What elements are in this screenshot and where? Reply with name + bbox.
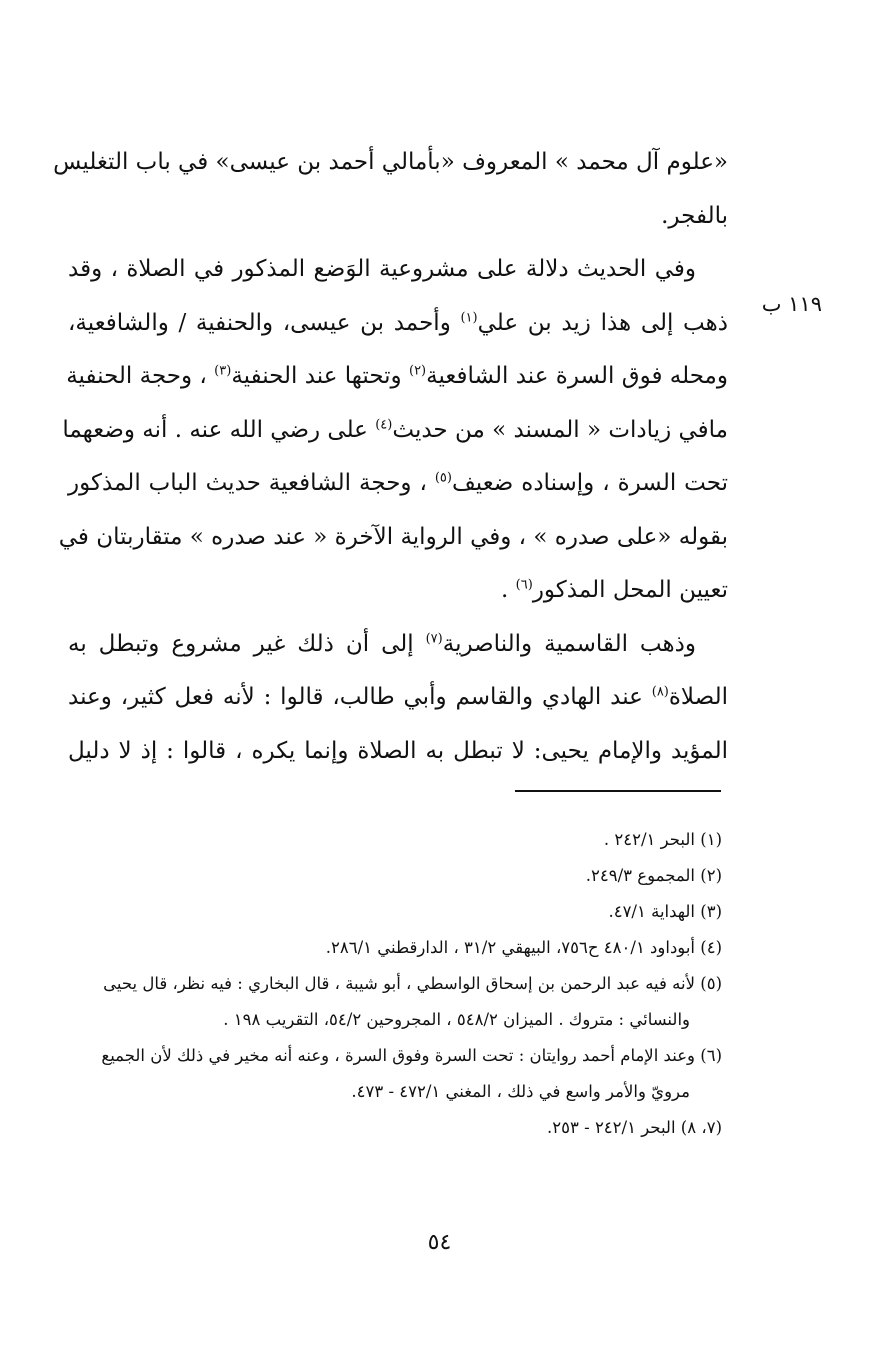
footnote-ref: (٧): [425, 630, 443, 646]
footnotes: [40, 822, 722, 1146]
footnote-ref: (٦): [515, 577, 533, 593]
text-line: تعيين المحل المذكور$^{(٦)}$ .: [501, 577, 728, 603]
footnote-ref: (٨): [651, 684, 669, 700]
footnote-separator: [515, 790, 721, 792]
footnote-ref: (٢): [408, 363, 427, 379]
footnote: (١) البحر ٢٤٢/١ .: [603, 830, 722, 849]
footnote: (٢) المجموع ٢٤٩/٣.: [585, 866, 722, 885]
footnote-ref: (٣): [214, 363, 232, 379]
text-line: «علوم آل محمد » المعروف «بأمالي أحمد بن عيسى» في باب التغليس: [53, 149, 728, 175]
text-line: وفي الحديث دلالة على مشروعية الوَضع المذكور في الصلاة ، وقد: [68, 256, 696, 282]
text-line: بالفجر.: [661, 202, 728, 229]
footnote: (٥) لأنه فيه عبد الرحمن بن إسحاق الواسطي ، أبو شيبة ، قال البخاري : فيه نظر، قال يحيى: [103, 974, 722, 993]
footnote: (٦) وعند الإمام أحمد روايتان : تحت السرة وفوق السرة ، وعنه أنه مخير في ذلك لأن الجميع: [101, 1046, 722, 1065]
text-line: وذهب القاسمية والناصرية$^{(٧)}$ إلى أن ذلك غير مشروع وتبطل به: [68, 630, 696, 657]
footnote: (٣) الهداية ٤٧/١.: [608, 902, 722, 921]
paragraph-1: [53, 136, 728, 243]
text-line: ومحله فوق السرة عند الشافعية$^{(٢)}$ وتحتها عند الحنفية$^{(٣)}$ ، وحجة الحنفية: [66, 363, 728, 389]
text-line: بقوله «على صدره » ، وفي الرواية الآخرة « عند صدره » متقاربتان في: [58, 523, 728, 550]
text-line: مافي زيادات « المسند » من حديث$^{(٤)}$ على رضي الله عنه . أنه وضعهما: [62, 416, 728, 443]
main-text: [53, 136, 728, 778]
footnote-continuation: مرويّ والأمر واسع في ذلك ، المغني ٤٧٢/١ - ٤٧٣.: [351, 1082, 690, 1101]
manuscript-folio-note: ١١٩ ب: [761, 292, 822, 316]
text-line: ذهب إلى هذا زيد بن علي$^{(١)}$ وأحمد بن عيسى، والحنفية / والشافعية،: [68, 309, 728, 336]
footnote-continuation: والنسائي : متروك . الميزان ٥٤٨/٢ ، المجروحين ٥٤/٢، التقريب ١٩٨ .: [223, 1010, 690, 1029]
footnote-ref: (١): [460, 309, 478, 325]
footnote: (٤) أبوداود ٤٨٠/١ ح٧٥٦، البيهقي ٣١/٢ ، الدارقطني ٢٨٦/١.: [325, 938, 722, 957]
text-line: المؤيد والإمام يحيى: لا تبطل به الصلاة وإنما يكره ، قالوا : إذ لا دليل: [68, 737, 728, 764]
text-line: تحت السرة ، وإسناده ضعيف$^{(٥)}$ ، وحجة الشافعية حديث الباب المذكور: [68, 470, 728, 496]
footnote-ref: (٤): [375, 416, 393, 432]
paragraph-3: [68, 618, 728, 779]
footnote-ref: (٥): [434, 470, 452, 486]
paragraph-2: [58, 243, 728, 618]
page-number: ٥٤: [427, 1230, 452, 1255]
text-line: الصلاة$^{(٨)}$ عند الهادي والقاسم وأبي طالب، قالوا : لأنه فعل كثير، وعند: [68, 684, 728, 710]
footnote: (٧، ٨) البحر ٢٤٢/١ - ٢٥٣.: [547, 1118, 722, 1137]
